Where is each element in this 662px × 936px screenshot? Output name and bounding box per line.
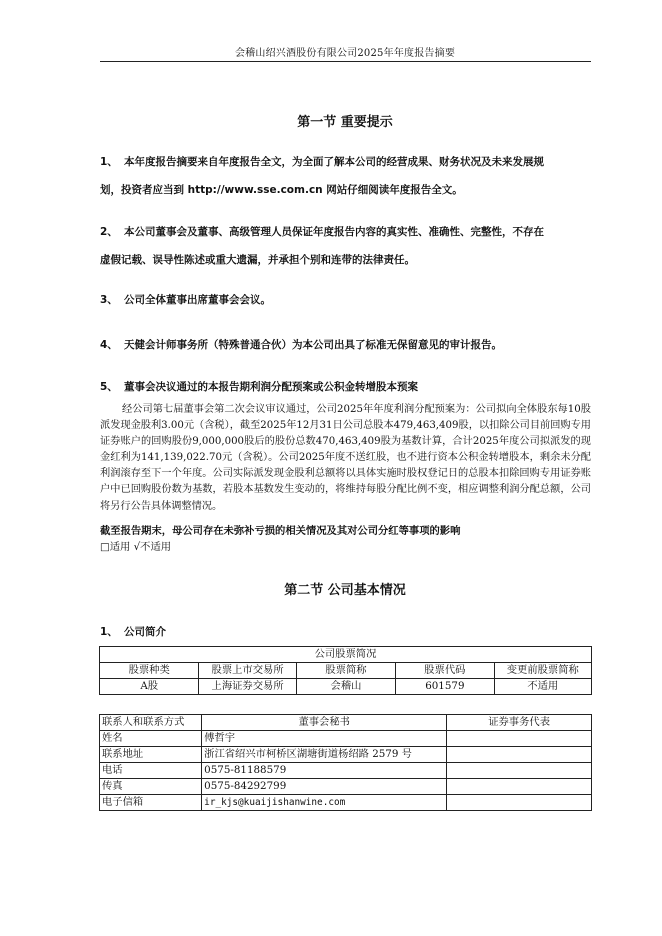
notice-item-5-num: 5、 [100,381,118,393]
deficit-answer: □适用 √不适用 [100,541,172,553]
section2-title: 第二节 公司基本情况 [284,583,406,598]
contact-rep-fax [447,779,592,795]
table-row [100,795,592,811]
contact-header-label: 联系人和联系方式 [100,715,202,731]
notice-item-4-text: 天健会计师事务所（特殊普通合伙）为本公司出具了标准无保留意见的审计报告。 [124,339,502,351]
contact-label-name: 姓名 [100,731,202,747]
contact-info-table [99,714,592,811]
notice-item-2-num: 2、 [100,226,118,238]
contact-rep-phone [447,763,592,779]
section1-title: 第一节 重要提示 [297,115,393,130]
contact-header-rep: 证券事务代表 [447,715,592,731]
notice-item-5-text: 董事会决议通过的本报告期利润分配预案或公积金转增股本预案 [124,381,418,393]
company-intro-heading [100,618,590,646]
contact-rep-name [447,731,592,747]
notice-item-1 [100,148,590,204]
contact-label-phone: 电话 [100,763,202,779]
notice-item-1-num: 1、 [100,156,118,168]
header-rule [100,61,591,62]
table-row [100,663,592,679]
stock-info-table [99,646,592,695]
notice-item-2-line2: 虚假记载、误导性陈述或重大遗漏，并承担个别和连带的法律责任。 [100,254,415,266]
contact-secretary-address: 浙江省绍兴市柯桥区湖塘街道杨绍路 2579 号 [202,747,447,763]
table-row [100,747,592,763]
notice-item-3-text: 公司全体董事出席董事会会议。 [124,294,271,306]
contact-secretary-phone: 0575-81188579 [202,763,447,779]
table-row [100,731,592,747]
table-row [100,715,592,731]
notice-item-4-num: 4、 [100,339,118,351]
contact-secretary-email: ir_kjs@kuaijishanwine.com [202,795,447,811]
notice-item-2 [100,218,590,274]
contact-rep-email [447,795,592,811]
deficit-question: 截至报告期末，母公司存在未弥补亏损的相关情况及其对公司分红等事项的影响 [100,525,461,537]
table-row [100,779,592,795]
notice-item-3-num: 3、 [100,294,118,306]
page-header-title: 会稽山绍兴酒股份有限公司2025年年度报告摘要 [234,48,456,59]
stock-header-type: 股票种类 [100,663,199,679]
stock-header-prev-abbr: 变更前股票简称 [494,663,591,679]
contact-header-secretary: 董事会秘书 [202,715,447,731]
contact-label-fax: 传真 [100,779,202,795]
notice-item-5 [100,373,590,401]
notice-item-1-line2: 划，投资者应当到 http://www.sse.com.cn 网站仔细阅读年度报告全文。 [100,184,463,196]
distribution-plan-paragraph: 经公司第七届董事会第二次会议审议通过，公司2025年年度利润分配预案为：公司拟向全体股东每10股派发现金股利3.00元（含税），截至2025年12月31日公司总股本479,463,409股，以扣除公司目前回购专用证券账户的回购股份9,000,000股后的股份总数470,463,409股为基数计算，合计2025年度公司拟派发的现金红利为141,139,022.70元（含税）。公司2025年度不送红股，也不进行资本公积金转增股本，剩余未分配利润滚存至下一个年度。公司实际派发现金股利总额将以具体实施时股权登记日的总股本扣除回购专用证券账户中已回购股份数为基数，若股本基数发生变动的，将维持每股分配比例不变，相应调整利润分配总额，公司将另行公告具体调整情况。 [100,404,591,512]
stock-header-abbr: 股票简称 [296,663,395,679]
stock-cell-code: 601579 [396,679,494,695]
company-intro-label: 公司简介 [124,626,166,638]
notice-item-4 [100,331,590,359]
contact-label-email: 电子信箱 [100,795,202,811]
stock-table-caption: 公司股票简况 [100,647,592,663]
contact-secretary-fax: 0575-84292799 [202,779,447,795]
notice-item-1-line1: 本年度报告摘要来自年度报告全文，为全面了解本公司的经营成果、财务状况及未来发展规 [124,156,544,168]
stock-cell-abbr: 会稽山 [296,679,395,695]
notice-item-2-line1: 本公司董事会及董事、高级管理人员保证年度报告内容的真实性、准确性、完整性，不存在 [124,226,544,238]
table-row [100,763,592,779]
table-row [100,679,592,695]
company-intro-num: 1、 [100,626,118,638]
stock-header-exchange: 股票上市交易所 [199,663,296,679]
contact-secretary-name: 傅哲宇 [202,731,447,747]
notice-item-3 [100,286,590,314]
stock-cell-prev-abbr: 不适用 [494,679,591,695]
contact-rep-address [447,747,592,763]
contact-label-address: 联系地址 [100,747,202,763]
stock-cell-type: A股 [100,679,199,695]
stock-cell-exchange: 上海证券交易所 [199,679,296,695]
stock-header-code: 股票代码 [396,663,494,679]
